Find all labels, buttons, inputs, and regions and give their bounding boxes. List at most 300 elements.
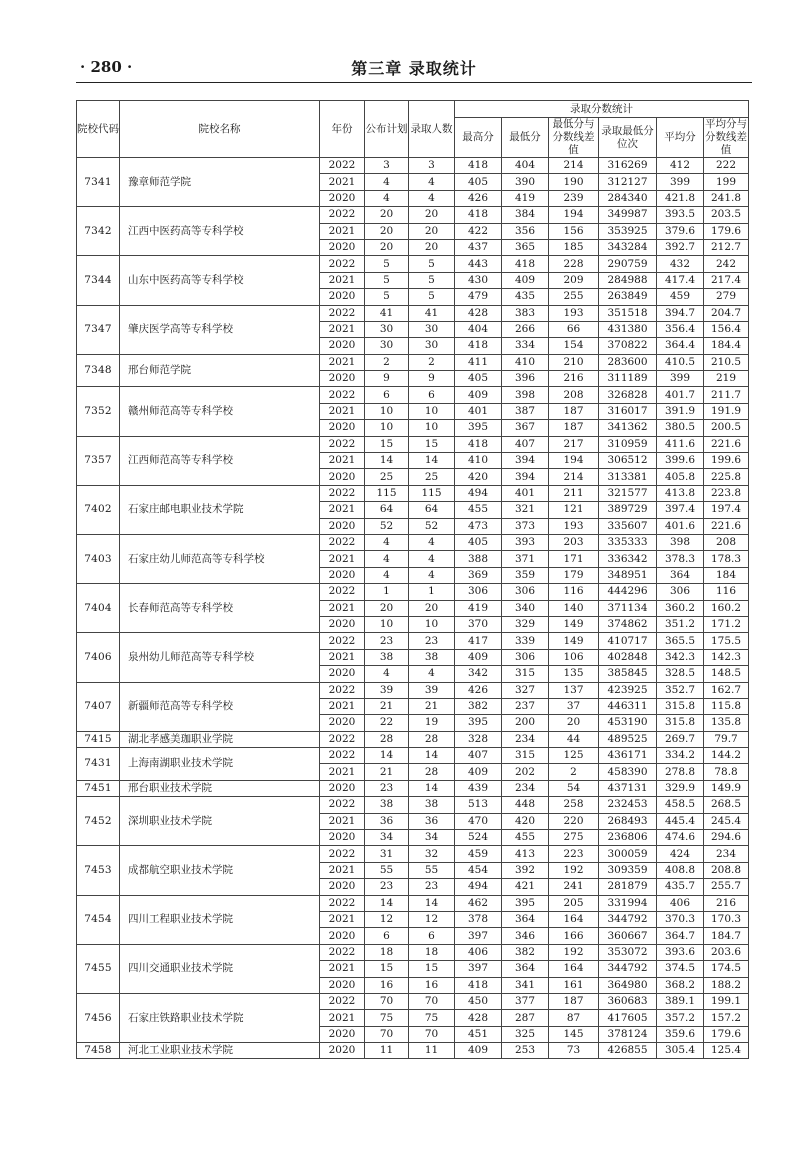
school-code: 7402 [77, 485, 120, 534]
table-row [77, 485, 749, 501]
table-row [77, 682, 749, 698]
cell-plan: 2 [365, 354, 409, 370]
cell-plan: 23 [365, 879, 409, 895]
cell-plan: 15 [365, 961, 409, 977]
cell-max: 470 [455, 813, 502, 829]
cell-avg: 399 [657, 174, 704, 190]
school-code: 7403 [77, 534, 120, 583]
cell-min: 435 [502, 289, 549, 305]
cell-plan: 5 [365, 289, 409, 305]
cell-min-diff: 190 [549, 174, 599, 190]
cell-avg: 342.3 [657, 649, 704, 665]
cell-max: 426 [455, 190, 502, 206]
cell-plan: 20 [365, 207, 409, 223]
cell-admitted: 30 [409, 321, 455, 337]
cell-avg: 432 [657, 256, 704, 272]
cell-max: 513 [455, 797, 502, 813]
cell-min: 409 [502, 272, 549, 288]
cell-min-diff: 106 [549, 649, 599, 665]
school-name: 山东中医药高等专科学校 [120, 256, 320, 305]
cell-avg-diff: 216 [704, 895, 749, 911]
cell-min: 384 [502, 207, 549, 223]
cell-avg: 424 [657, 846, 704, 862]
cell-min-rank: 331994 [599, 895, 657, 911]
cell-min: 202 [502, 764, 549, 780]
cell-min-diff: 255 [549, 289, 599, 305]
cell-year: 2022 [320, 944, 365, 960]
cell-max: 409 [455, 649, 502, 665]
cell-avg-diff: 210.5 [704, 354, 749, 370]
cell-admitted: 10 [409, 403, 455, 419]
cell-year: 2022 [320, 895, 365, 911]
cell-max: 524 [455, 830, 502, 846]
cell-avg: 356.4 [657, 321, 704, 337]
cell-min: 393 [502, 534, 549, 550]
cell-avg-diff: 203.5 [704, 207, 749, 223]
cell-max: 428 [455, 1010, 502, 1026]
cell-avg-diff: 79.7 [704, 731, 749, 747]
cell-admitted: 75 [409, 1010, 455, 1026]
cell-admitted: 28 [409, 764, 455, 780]
cell-min-rank: 489525 [599, 731, 657, 747]
cell-plan: 3 [365, 158, 409, 174]
cell-avg: 360.2 [657, 600, 704, 616]
cell-plan: 14 [365, 748, 409, 764]
cell-avg-diff: 191.9 [704, 403, 749, 419]
table-body [77, 158, 749, 1059]
cell-min-rank: 344792 [599, 961, 657, 977]
cell-max: 410 [455, 453, 502, 469]
cell-year: 2021 [320, 862, 365, 878]
cell-year: 2021 [320, 813, 365, 829]
school-code: 7454 [77, 895, 120, 944]
cell-year: 2020 [320, 1043, 365, 1059]
cell-plan: 23 [365, 633, 409, 649]
table-row [77, 731, 749, 747]
header-min-rank: 录取最低分位次 [599, 118, 657, 158]
cell-plan: 34 [365, 830, 409, 846]
cell-max: 443 [455, 256, 502, 272]
cell-max: 397 [455, 928, 502, 944]
cell-min-rank: 263849 [599, 289, 657, 305]
school-code: 7415 [77, 731, 120, 747]
school-code: 7406 [77, 633, 120, 682]
cell-plan: 14 [365, 453, 409, 469]
cell-min: 339 [502, 633, 549, 649]
cell-min: 367 [502, 420, 549, 436]
cell-avg: 380.5 [657, 420, 704, 436]
cell-min-rank: 353072 [599, 944, 657, 960]
header-admitted: 录取人数 [409, 101, 455, 158]
cell-avg: 398 [657, 534, 704, 550]
cell-plan: 10 [365, 420, 409, 436]
table-row [77, 305, 749, 321]
cell-admitted: 14 [409, 453, 455, 469]
cell-admitted: 52 [409, 518, 455, 534]
cell-min-rank: 378124 [599, 1026, 657, 1042]
cell-min-rank: 453190 [599, 715, 657, 731]
header-avg-diff: 平均分与分数线差值 [705, 118, 748, 156]
cell-avg: 435.7 [657, 879, 704, 895]
cell-plan: 38 [365, 797, 409, 813]
cell-min: 340 [502, 600, 549, 616]
cell-avg-diff: 171.2 [704, 616, 749, 632]
cell-avg-diff: 222 [704, 158, 749, 174]
cell-avg-diff: 184 [704, 567, 749, 583]
cell-admitted: 25 [409, 469, 455, 485]
cell-year: 2020 [320, 289, 365, 305]
school-name: 邢台师范学院 [120, 354, 320, 387]
cell-min-rank: 437131 [599, 780, 657, 796]
cell-plan: 9 [365, 371, 409, 387]
cell-year: 2022 [320, 748, 365, 764]
cell-min: 371 [502, 551, 549, 567]
cell-min-rank: 284340 [599, 190, 657, 206]
cell-min-diff: 193 [549, 305, 599, 321]
table-row [77, 584, 749, 600]
cell-avg: 474.6 [657, 830, 704, 846]
cell-year: 2021 [320, 600, 365, 616]
cell-year: 2022 [320, 534, 365, 550]
cell-year: 2020 [320, 567, 365, 583]
chapter-title: 第三章 录取统计 [351, 59, 477, 78]
cell-year: 2020 [320, 830, 365, 846]
cell-plan: 36 [365, 813, 409, 829]
cell-year: 2021 [320, 551, 365, 567]
cell-year: 2020 [320, 715, 365, 731]
school-name: 上海南湖职业技术学院 [120, 748, 320, 781]
cell-max: 418 [455, 436, 502, 452]
cell-min-diff: 145 [549, 1026, 599, 1042]
cell-admitted: 115 [409, 485, 455, 501]
cell-avg: 305.4 [657, 1043, 704, 1059]
school-code: 7407 [77, 682, 120, 731]
cell-admitted: 2 [409, 354, 455, 370]
cell-admitted: 70 [409, 993, 455, 1009]
cell-admitted: 70 [409, 1026, 455, 1042]
cell-admitted: 20 [409, 223, 455, 239]
cell-avg-diff: 203.6 [704, 944, 749, 960]
cell-avg: 392.7 [657, 239, 704, 255]
cell-min-rank: 236806 [599, 830, 657, 846]
cell-min-diff: 20 [549, 715, 599, 731]
cell-max: 462 [455, 895, 502, 911]
cell-avg: 411.6 [657, 436, 704, 452]
cell-min: 404 [502, 158, 549, 174]
cell-avg-diff: 211.7 [704, 387, 749, 403]
cell-min: 334 [502, 338, 549, 354]
table-row [77, 387, 749, 403]
cell-avg-diff: 116 [704, 584, 749, 600]
cell-min-rank: 311189 [599, 371, 657, 387]
cell-min-rank: 436171 [599, 748, 657, 764]
cell-avg-diff: 225.8 [704, 469, 749, 485]
cell-min: 346 [502, 928, 549, 944]
cell-min: 410 [502, 354, 549, 370]
cell-min: 418 [502, 256, 549, 272]
cell-min-rank: 446311 [599, 698, 657, 714]
cell-avg-diff: 199.6 [704, 453, 749, 469]
cell-plan: 39 [365, 682, 409, 698]
school-name: 豫章师范学院 [120, 158, 320, 207]
cell-plan: 4 [365, 534, 409, 550]
cell-min-diff: 193 [549, 518, 599, 534]
cell-min-diff: 208 [549, 387, 599, 403]
cell-max: 428 [455, 305, 502, 321]
cell-min-rank: 310959 [599, 436, 657, 452]
cell-plan: 20 [365, 600, 409, 616]
cell-min: 329 [502, 616, 549, 632]
cell-year: 2021 [320, 354, 365, 370]
cell-year: 2021 [320, 453, 365, 469]
cell-min: 383 [502, 305, 549, 321]
cell-min: 398 [502, 387, 549, 403]
cell-min: 325 [502, 1026, 549, 1042]
cell-avg-diff: 208 [704, 534, 749, 550]
cell-min-rank: 458390 [599, 764, 657, 780]
cell-min-diff: 217 [549, 436, 599, 452]
cell-min-diff: 149 [549, 616, 599, 632]
cell-min-rank: 360683 [599, 993, 657, 1009]
cell-plan: 30 [365, 321, 409, 337]
cell-min-rank: 389729 [599, 502, 657, 518]
cell-year: 2021 [320, 649, 365, 665]
cell-max: 405 [455, 371, 502, 387]
cell-avg: 329.9 [657, 780, 704, 796]
cell-min-rank: 431380 [599, 321, 657, 337]
cell-min: 253 [502, 1043, 549, 1059]
cell-min-diff: 203 [549, 534, 599, 550]
school-code: 7352 [77, 387, 120, 436]
cell-plan: 22 [365, 715, 409, 731]
cell-min-diff: 125 [549, 748, 599, 764]
cell-min-diff: 149 [549, 633, 599, 649]
table-row [77, 895, 749, 911]
cell-min-rank: 344792 [599, 911, 657, 927]
cell-min-diff: 66 [549, 321, 599, 337]
cell-admitted: 14 [409, 748, 455, 764]
cell-min-diff: 166 [549, 928, 599, 944]
cell-year: 2020 [320, 338, 365, 354]
cell-max: 419 [455, 600, 502, 616]
cell-admitted: 21 [409, 698, 455, 714]
cell-avg-diff: 174.5 [704, 961, 749, 977]
cell-plan: 52 [365, 518, 409, 534]
cell-min-rank: 316017 [599, 403, 657, 419]
table-row [77, 1043, 749, 1059]
cell-admitted: 14 [409, 780, 455, 796]
cell-min-diff: 241 [549, 879, 599, 895]
cell-admitted: 23 [409, 633, 455, 649]
cell-avg-diff: 279 [704, 289, 749, 305]
page-header [76, 56, 752, 83]
table-row [77, 780, 749, 796]
cell-admitted: 64 [409, 502, 455, 518]
cell-max: 409 [455, 387, 502, 403]
cell-min-rank: 385845 [599, 666, 657, 682]
cell-avg: 401.6 [657, 518, 704, 534]
cell-plan: 41 [365, 305, 409, 321]
cell-min-diff: 205 [549, 895, 599, 911]
cell-min: 341 [502, 977, 549, 993]
cell-year: 2022 [320, 207, 365, 223]
cell-max: 439 [455, 780, 502, 796]
school-code: 7456 [77, 993, 120, 1042]
school-code: 7344 [77, 256, 120, 305]
cell-year: 2022 [320, 584, 365, 600]
cell-avg-diff: 125.4 [704, 1043, 749, 1059]
cell-avg-diff: 184.7 [704, 928, 749, 944]
cell-avg-diff: 115.8 [704, 698, 749, 714]
cell-min-rank: 281879 [599, 879, 657, 895]
cell-year: 2020 [320, 666, 365, 682]
cell-min: 419 [502, 190, 549, 206]
cell-avg-diff: 142.3 [704, 649, 749, 665]
cell-admitted: 4 [409, 551, 455, 567]
cell-min-rank: 343284 [599, 239, 657, 255]
school-name: 邢台职业技术学院 [120, 780, 320, 796]
table-row [77, 846, 749, 862]
table-row [77, 944, 749, 960]
cell-avg-diff: 135.8 [704, 715, 749, 731]
cell-avg-diff: 223.8 [704, 485, 749, 501]
cell-max: 370 [455, 616, 502, 632]
cell-avg-diff: 156.4 [704, 321, 749, 337]
cell-min: 448 [502, 797, 549, 813]
cell-plan: 21 [365, 764, 409, 780]
cell-avg: 393.6 [657, 944, 704, 960]
cell-avg: 413.8 [657, 485, 704, 501]
cell-admitted: 20 [409, 207, 455, 223]
cell-min-rank: 410717 [599, 633, 657, 649]
cell-avg: 458.5 [657, 797, 704, 813]
cell-max: 401 [455, 403, 502, 419]
cell-min-diff: 220 [549, 813, 599, 829]
cell-min-diff: 137 [549, 682, 599, 698]
cell-max: 426 [455, 682, 502, 698]
school-name: 四川工程职业技术学院 [120, 895, 320, 944]
cell-year: 2022 [320, 387, 365, 403]
cell-max: 395 [455, 715, 502, 731]
cell-year: 2021 [320, 272, 365, 288]
cell-max: 494 [455, 879, 502, 895]
cell-year: 2022 [320, 993, 365, 1009]
cell-avg-diff: 219 [704, 371, 749, 387]
cell-min-diff: 116 [549, 584, 599, 600]
cell-min-diff: 156 [549, 223, 599, 239]
cell-admitted: 38 [409, 797, 455, 813]
cell-min-diff: 192 [549, 862, 599, 878]
cell-min-diff: 164 [549, 911, 599, 927]
cell-avg-diff: 245.4 [704, 813, 749, 829]
cell-min-rank: 306512 [599, 453, 657, 469]
cell-admitted: 15 [409, 436, 455, 452]
cell-year: 2020 [320, 469, 365, 485]
cell-plan: 55 [365, 862, 409, 878]
cell-min: 421 [502, 879, 549, 895]
cell-admitted: 10 [409, 420, 455, 436]
cell-avg: 359.6 [657, 1026, 704, 1042]
school-name: 四川交通职业技术学院 [120, 944, 320, 993]
cell-year: 2022 [320, 797, 365, 813]
cell-min: 413 [502, 846, 549, 862]
cell-min-rank: 316269 [599, 158, 657, 174]
header-plan: 公布计划 [365, 101, 409, 158]
school-code: 7357 [77, 436, 120, 485]
cell-year: 2022 [320, 731, 365, 747]
cell-min-rank: 351518 [599, 305, 657, 321]
cell-max: 430 [455, 272, 502, 288]
cell-plan: 1 [365, 584, 409, 600]
cell-admitted: 5 [409, 256, 455, 272]
cell-min-rank: 402848 [599, 649, 657, 665]
cell-min-rank: 335607 [599, 518, 657, 534]
cell-avg-diff: 221.6 [704, 518, 749, 534]
cell-min: 394 [502, 453, 549, 469]
cell-plan: 20 [365, 239, 409, 255]
school-name: 泉州幼儿师范高等专科学校 [120, 633, 320, 682]
cell-plan: 38 [365, 649, 409, 665]
cell-plan: 25 [365, 469, 409, 485]
header-min: 最低分 [502, 118, 549, 158]
cell-plan: 75 [365, 1010, 409, 1026]
cell-admitted: 4 [409, 190, 455, 206]
cell-plan: 30 [365, 338, 409, 354]
school-code: 7431 [77, 748, 120, 781]
cell-max: 409 [455, 1043, 502, 1059]
cell-plan: 6 [365, 387, 409, 403]
cell-avg-diff: 170.3 [704, 911, 749, 927]
cell-admitted: 30 [409, 338, 455, 354]
school-name: 赣州师范高等专科学校 [120, 387, 320, 436]
cell-min-rank: 353925 [599, 223, 657, 239]
cell-min-diff: 73 [549, 1043, 599, 1059]
cell-min: 364 [502, 961, 549, 977]
cell-admitted: 41 [409, 305, 455, 321]
cell-plan: 5 [365, 256, 409, 272]
cell-avg-diff: 149.9 [704, 780, 749, 796]
cell-max: 418 [455, 158, 502, 174]
cell-avg-diff: 200.5 [704, 420, 749, 436]
cell-min-diff: 140 [549, 600, 599, 616]
table-row [77, 158, 749, 174]
cell-min-rank: 444296 [599, 584, 657, 600]
school-name: 长春师范高等专科学校 [120, 584, 320, 633]
cell-avg: 269.7 [657, 731, 704, 747]
cell-year: 2022 [320, 305, 365, 321]
cell-avg: 378.3 [657, 551, 704, 567]
cell-year: 2020 [320, 879, 365, 895]
cell-avg-diff: 208.8 [704, 862, 749, 878]
cell-avg-diff: 78.8 [704, 764, 749, 780]
cell-max: 397 [455, 961, 502, 977]
header-score-group: 录取分数统计 [455, 101, 749, 118]
cell-admitted: 36 [409, 813, 455, 829]
cell-min-rank: 335333 [599, 534, 657, 550]
cell-year: 2020 [320, 928, 365, 944]
cell-year: 2022 [320, 256, 365, 272]
cell-min-rank: 232453 [599, 797, 657, 813]
cell-avg: 405.8 [657, 469, 704, 485]
cell-min-rank: 360667 [599, 928, 657, 944]
table-row [77, 633, 749, 649]
school-name: 肇庆医学高等专科学校 [120, 305, 320, 354]
cell-avg-diff: 157.2 [704, 1010, 749, 1026]
cell-plan: 18 [365, 944, 409, 960]
cell-plan: 5 [365, 272, 409, 288]
cell-avg-diff: 178.3 [704, 551, 749, 567]
cell-min-rank: 417605 [599, 1010, 657, 1026]
